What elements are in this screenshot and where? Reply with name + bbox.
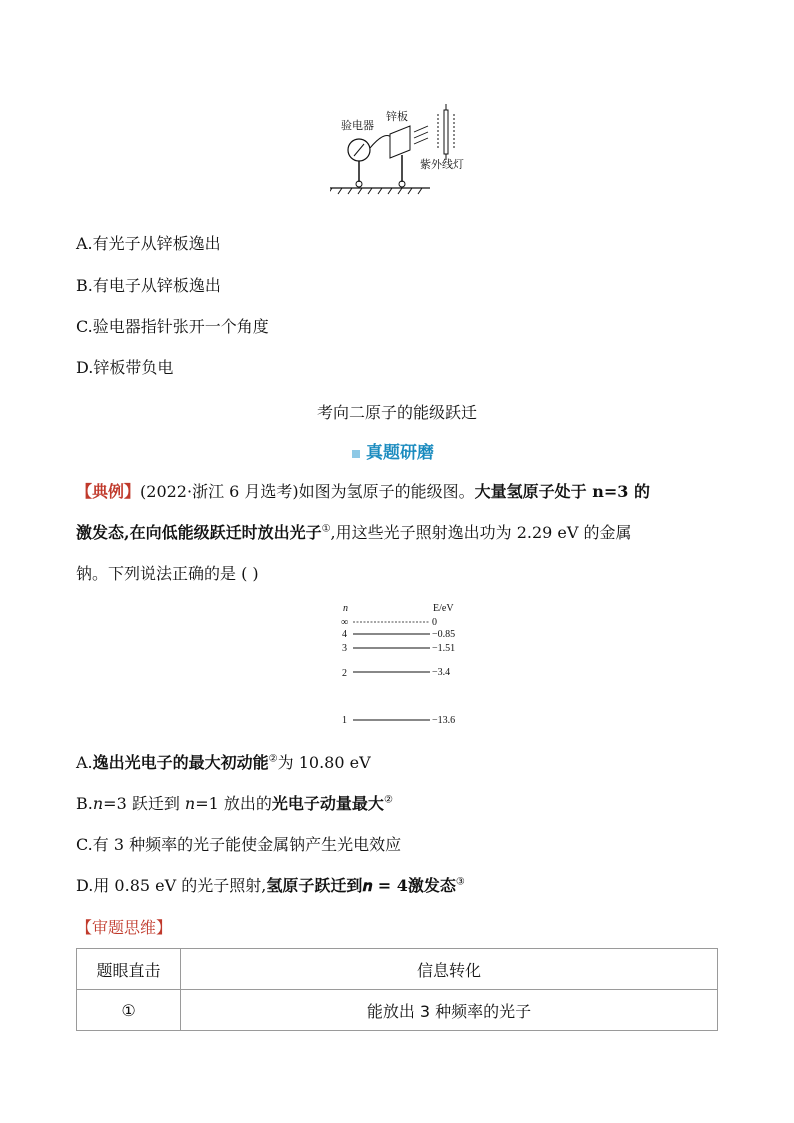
q1-option-c: C.验电器指针张开一个角度: [76, 317, 269, 336]
svg-text:−13.6: −13.6: [432, 715, 456, 726]
mark-2a: ②: [268, 753, 278, 765]
energy-level-3: [342, 643, 455, 654]
svg-text:4: 4: [342, 629, 347, 640]
table-header-row: [77, 949, 718, 990]
table-header-cell: 题眼直击: [77, 949, 181, 990]
energy-level-diagram: [338, 600, 478, 730]
photoelectric-apparatus-diagram: [330, 100, 480, 200]
table-cell: ①: [77, 990, 181, 1031]
uv-lamp: [444, 110, 448, 154]
option-d: D.用 0.85 eV 的光子照射,氢原子跃迁到𝒏 = 𝟒激发态③: [76, 876, 465, 895]
table-cell: 能放出 3 种频率的光子: [181, 990, 718, 1031]
energy-level-inf: [341, 617, 437, 628]
q1-option-b: B.有电子从锌板逸出: [76, 276, 221, 295]
energy-level-4: [342, 629, 455, 640]
example-tag: 【典例】: [76, 482, 141, 501]
example-highlight-1: 大量氢原子处于 n=3 的: [474, 482, 650, 501]
energy-axis-label: E/eV: [433, 603, 454, 614]
option-c: C.有 3 种频率的光子能使金属钠产生光电效应: [76, 835, 402, 854]
example-source: (2022·浙江 6 月选考)如图为氢原子的能级图。: [140, 482, 475, 501]
mark-3: ③: [455, 876, 465, 888]
svg-text:−1.51: −1.51: [432, 643, 456, 654]
electroscope-label: 验电器: [341, 119, 374, 132]
svg-text:0: 0: [432, 617, 437, 628]
square-bullet-icon: [352, 450, 360, 458]
info-table: [76, 948, 718, 1031]
svg-text:1: 1: [342, 715, 347, 726]
example-line-2-rest: ,用这些光子照射逸出功为 2.29 eV 的金属: [330, 523, 632, 542]
svg-text:−0.85: −0.85: [432, 629, 456, 640]
mark-1: ①: [321, 523, 331, 535]
example-line-1: [76, 481, 650, 503]
svg-text:∞: ∞: [341, 617, 349, 628]
svg-text:3: 3: [342, 643, 347, 654]
example-line-2: [76, 522, 632, 544]
thinking-title: 【审题思维】: [76, 918, 173, 937]
subsection-title: 真题研磨: [366, 443, 434, 463]
example-line-3: 钠。下列说法正确的是 ( ): [76, 564, 259, 583]
table-row: [77, 990, 718, 1031]
example-highlight-2: 激发态,在向低能级跃迁时放出光子: [76, 523, 322, 542]
mark-2b: ②: [383, 794, 393, 806]
q1-option-a: A.有光子从锌板逸出: [76, 234, 221, 253]
table-header-cell: 信息转化: [181, 949, 718, 990]
option-b: B.n=3 跃迁到 n=1 放出的光电子动量最大②: [76, 794, 393, 813]
uv-lamp-label: 紫外线灯: [420, 158, 464, 171]
option-a: A.逸出光电子的最大初动能②为 10.80 eV: [76, 753, 371, 772]
svg-text:−3.4: −3.4: [432, 667, 451, 678]
zinc-plate-label: 锌板: [386, 110, 408, 123]
section-title: 考向二原子的能级跃迁: [316, 403, 477, 422]
svg-text:2: 2: [342, 668, 347, 679]
zinc-plate: [390, 126, 410, 158]
energy-level-1: [342, 715, 455, 726]
q1-option-d: D.锌板带负电: [76, 358, 174, 377]
subsection-heading: [352, 438, 434, 463]
n-axis-label: n: [343, 603, 348, 614]
energy-level-2: [342, 667, 450, 679]
